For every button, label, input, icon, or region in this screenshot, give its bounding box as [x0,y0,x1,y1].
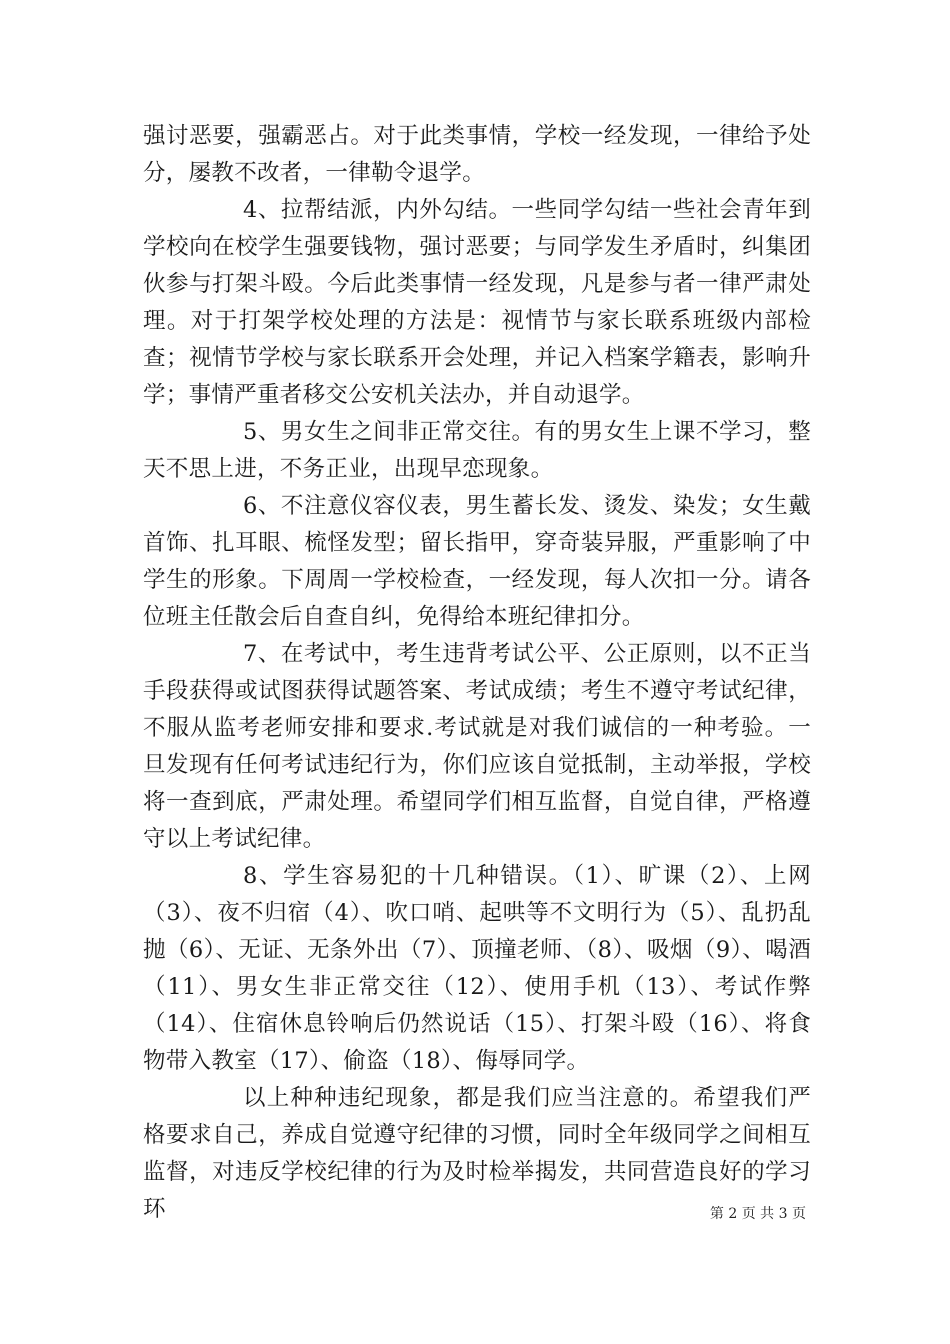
paragraph-summary: 以上种种违纪现象，都是我们应当注意的。希望我们严格要求自己，养成自觉遵守纪律的习惯，同时全年级同学之间相互监督，对违反学校纪律的行为及时检举揭发，共同营造良好的学习环 [143,1085,811,1222]
paragraph-item-5: 5、男女生之间非正常交往。有的男女生上课不学习，整天不思上进，不务正业，出现早恋现象。 [143,419,811,482]
document-body [143,118,811,1228]
page-number-footer: 第 2 页 共 3 页 [709,1206,806,1222]
paragraph-item-7: 7、在考试中，考生违背考试公平、公正原则，以不正当手段获得或试图获得试题答案、考试成绩；考生不遵守考试纪律，不服从监考老师安排和要求.考试就是对我们诚信的一种考验。一旦发现有任何考试违纪行为，你们应该自觉抵制，主动举报，学校将一查到底，严肃处理。希望同学们相互监督，自觉自律，严格遵守以上考试纪律。 [143,641,811,852]
paragraph-item-6: 6、不注意仪容仪表，男生蓄长发、烫发、染发；女生戴首饰、扎耳眼、梳怪发型；留长指甲，穿奇装异服，严重影响了中学生的形象。下周周一学校检查，一经发现，每人次扣一分。请各位班主任散会后自查自纠，免得给本班纪律扣分。 [143,493,811,630]
paragraph-item-4: 4、拉帮结派，内外勾结。一些同学勾结一些社会青年到学校向在校学生强要钱物，强讨恶要；与同学发生矛盾时，纠集团伙参与打架斗殴。今后此类事情一经发现，凡是参与者一律严肃处理。对于打架学校处理的方法是：视情节与家长联系班级内部检查；视情节学校与家长联系开会处理，并记入档案学籍表，影响升学；事情严重者移交公安机关法办，并自动退学。 [143,197,811,408]
paragraph-item-8: 8、学生容易犯的十几种错误。（1）、旷课（2）、上网（3）、夜不归宿（4）、吹口哨、起哄等不文明行为（5）、乱扔乱抛（6）、无证、无条外出（7）、顶撞老师、（8）、吸烟（9）、喝酒（11）、男女生非正常交往（12）、使用手机（13）、考试作弊（14）、住宿休息铃响后仍然说话（15）、打架斗殴（16）、将食物带入教室（17）、偷盗（18）、侮辱同学。 [143,863,811,1074]
paragraph-continuation: 强讨恶要，强霸恶占。对于此类事情，学校一经发现，一律给予处分，屡教不改者，一律勒令退学。 [143,123,811,186]
